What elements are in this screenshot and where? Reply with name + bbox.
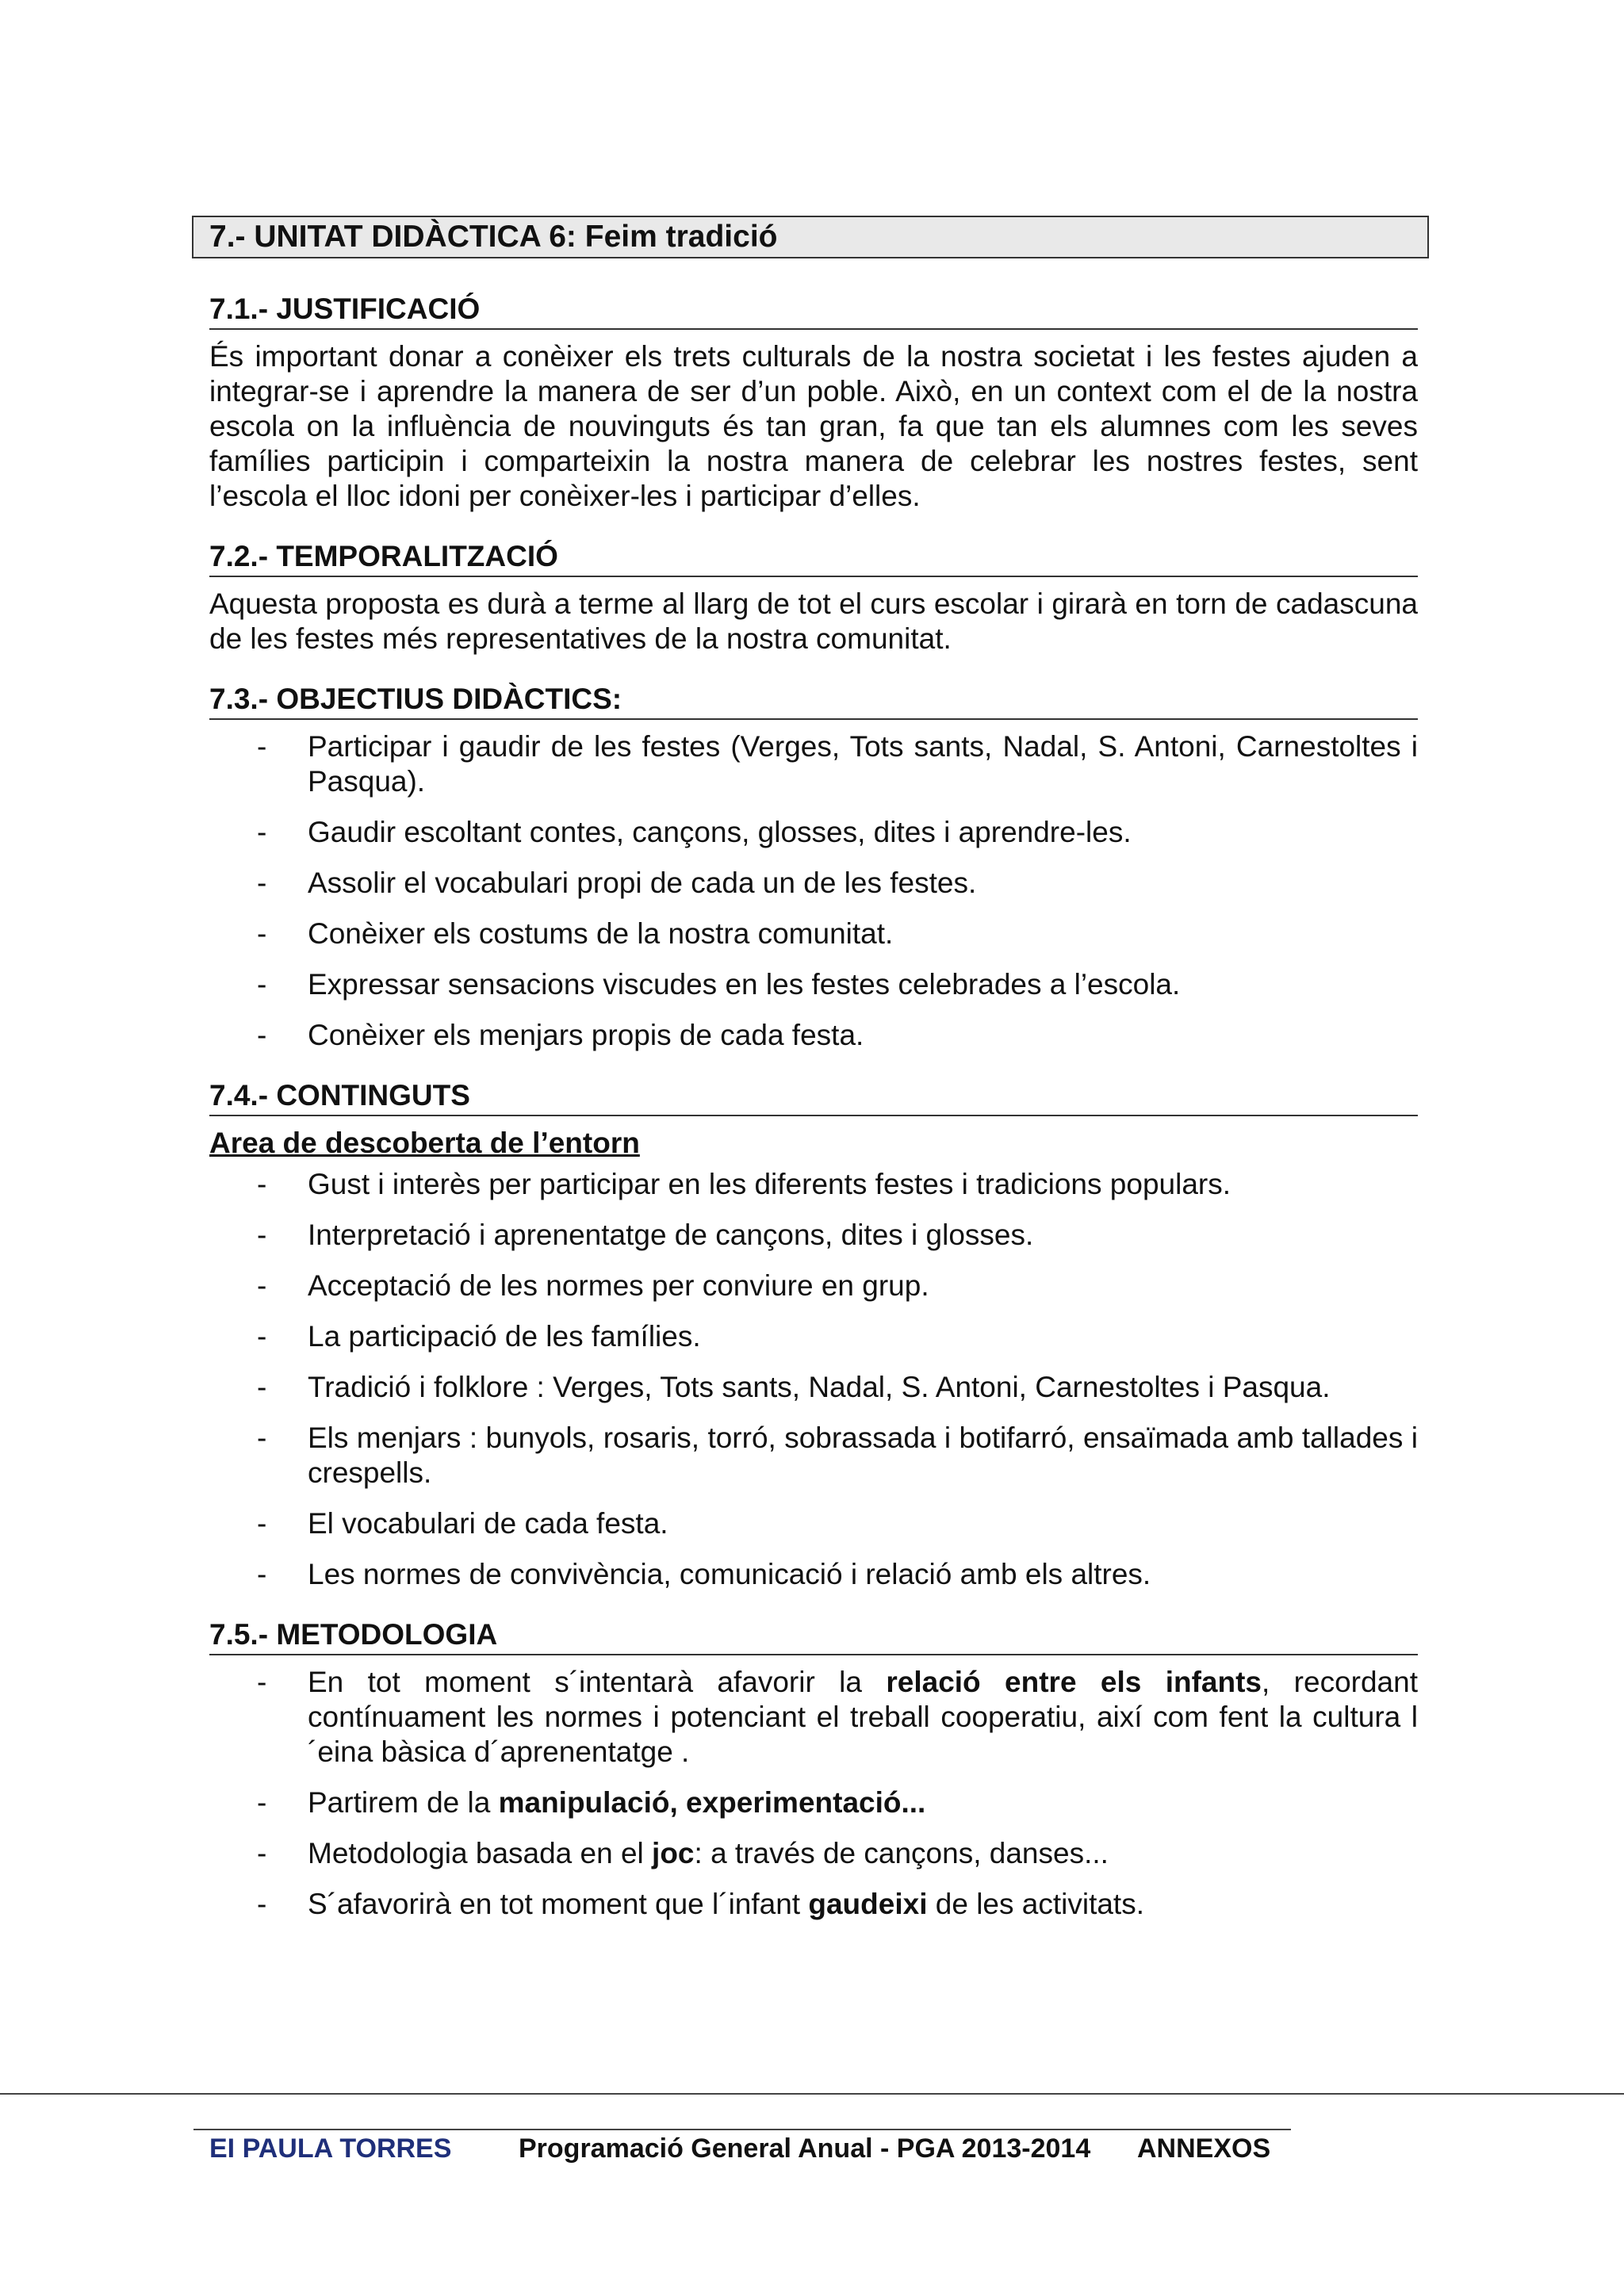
list-item-text-post: de les activitats. (927, 1888, 1144, 1920)
list-item (209, 1421, 1418, 1490)
heading-continguts: 7.4.- CONTINGUTS (209, 1078, 1418, 1116)
list-item-text-pre: Partirem de la (308, 1786, 499, 1819)
metodologia-list (209, 1665, 1418, 1922)
dash-bullet: - (257, 1558, 267, 1590)
list-item-text: Acceptació de les normes per conviure en grup. (308, 1269, 929, 1302)
list-item-text-bold: manipulació, experimentació... (498, 1786, 926, 1819)
footer-program-title: Programació General Anual - PGA 2013-2014 (519, 2133, 1091, 2164)
heading-objectius: 7.3.- OBJECTIUS DIDÀCTICS: (209, 682, 1418, 720)
list-item-text: Participar i gaudir de les festes (Verges, Tots sants, Nadal, S. Antoni, Carnestoltes i Pasqua). (308, 730, 1418, 798)
list-item (209, 815, 1418, 850)
heading-temporalitzacio: 7.2.- TEMPORALITZACIÓ (209, 539, 1418, 577)
dash-bullet: - (257, 1019, 267, 1051)
dash-bullet: - (257, 1371, 267, 1403)
list-item-text-post: , recordant contínuament les normes i potenciant el treball cooperatiu, així com fent la cultura l´eina bàsica d´aprenentatge . (308, 1666, 1418, 1768)
dash-bullet: - (257, 816, 267, 848)
paragraph-temporalitzacio: Aquesta proposta es durà a terme al llarg de tot el curs escolar i girarà en torn de cadascuna de les festes més representatives de la nostra comunitat. (209, 587, 1418, 655)
list-item (209, 1665, 1418, 1770)
section-justificacio (209, 292, 1418, 514)
list-item-text: Els menjars : bunyols, rosaris, torró, sobrassada i botifarró, ensaïmada amb tallades i crespells. (308, 1422, 1418, 1489)
footer-school-name: EI PAULA TORRES (209, 2133, 452, 2164)
dash-bullet: - (257, 1422, 267, 1454)
dash-bullet: - (257, 1837, 267, 1869)
list-item-text: Les normes de convivència, comunicació i relació amb els altres. (308, 1558, 1151, 1590)
section-metodologia (209, 1617, 1418, 1922)
document-content (209, 292, 1418, 1947)
unit-title: 7.- UNITAT DIDÀCTICA 6: Feim tradició (192, 216, 1429, 258)
list-item (209, 916, 1418, 951)
dash-bullet: - (257, 1888, 267, 1920)
list-item (209, 1018, 1418, 1053)
list-item-text: Expressar sensacions viscudes en les festes celebrades a l’escola. (308, 968, 1181, 1001)
list-item-text: El vocabulari de cada festa. (308, 1507, 668, 1540)
list-item (209, 1370, 1418, 1405)
dash-bullet: - (257, 1168, 267, 1200)
list-item-text-pre: En tot moment s´intentarà afavorir la (308, 1666, 887, 1698)
list-item (209, 1785, 1418, 1820)
footer-annex-label: ANNEXOS (1137, 2133, 1271, 2164)
page-separator-line (0, 2093, 1624, 2095)
dash-bullet: - (257, 867, 267, 899)
dash-bullet: - (257, 1786, 267, 1819)
list-item (209, 866, 1418, 901)
dash-bullet: - (257, 1666, 267, 1698)
list-item-text: Gaudir escoltant contes, cançons, glosses, dites i aprendre-les. (308, 816, 1132, 848)
list-item-text: Conèixer els menjars propis de cada festa. (308, 1019, 864, 1051)
list-item-text: La participació de les famílies. (308, 1320, 701, 1353)
dash-bullet: - (257, 1219, 267, 1251)
heading-metodologia: 7.5.- METODOLOGIA (209, 1617, 1418, 1655)
section-continguts (209, 1078, 1418, 1592)
dash-bullet: - (257, 1269, 267, 1302)
heading-justificacio: 7.1.- JUSTIFICACIÓ (209, 292, 1418, 330)
list-item (209, 1506, 1418, 1541)
footer-rule (193, 2129, 1291, 2130)
list-item (209, 967, 1418, 1002)
list-item (209, 1269, 1418, 1303)
list-item-text: Assolir el vocabulari propi de cada un de les festes. (308, 867, 977, 899)
dash-bullet: - (257, 730, 267, 763)
list-item-text: Gust i interès per participar en les diferents festes i tradicions populars. (308, 1168, 1231, 1200)
dash-bullet: - (257, 1320, 267, 1353)
list-item (209, 1887, 1418, 1922)
list-item (209, 1836, 1418, 1871)
list-item-text: Interpretació i aprenentatge de cançons, dites i glosses. (308, 1219, 1034, 1251)
dash-bullet: - (257, 968, 267, 1001)
list-item-text: Conèixer els costums de la nostra comunitat. (308, 917, 894, 950)
objectius-list (209, 729, 1418, 1053)
list-item (209, 1218, 1418, 1253)
list-item (209, 1557, 1418, 1592)
list-item-text-bold: joc (652, 1837, 695, 1869)
paragraph-justificacio: És important donar a conèixer els trets culturals de la nostra societat i les festes ajuden a integrar-se i aprendre la manera de ser d’un poble. Això, en un context com el de la nostra escola on la influència de nouvinguts és tan gran, fa que tan els alumnes com les seves famílies participin i comparteixin la nostra manera de celebrar les nostres festes, sent l’escola el lloc idoni per conèixer-les i participar d’elles. (209, 340, 1418, 512)
continguts-list (209, 1167, 1418, 1592)
list-item-text-bold: relació entre els infants (886, 1666, 1262, 1698)
list-item-text-pre: S´afavorirà en tot moment que l´infant (308, 1888, 809, 1920)
list-item-text: Tradició i folklore : Verges, Tots sants, Nadal, S. Antoni, Carnestoltes i Pasqua. (308, 1371, 1331, 1403)
list-item (209, 1167, 1418, 1202)
section-objectius (209, 682, 1418, 1053)
dash-bullet: - (257, 1507, 267, 1540)
list-item-text-post: : a través de cançons, danses... (694, 1837, 1109, 1869)
dash-bullet: - (257, 917, 267, 950)
subheading-area-entorn: Area de descoberta de l’entorn (209, 1127, 640, 1159)
page-footer (209, 2131, 1320, 2166)
list-item-text-pre: Metodologia basada en el (308, 1837, 653, 1869)
list-item (209, 729, 1418, 799)
list-item (209, 1319, 1418, 1354)
list-item-text-bold: gaudeixi (808, 1888, 928, 1920)
section-temporalitzacio (209, 539, 1418, 656)
